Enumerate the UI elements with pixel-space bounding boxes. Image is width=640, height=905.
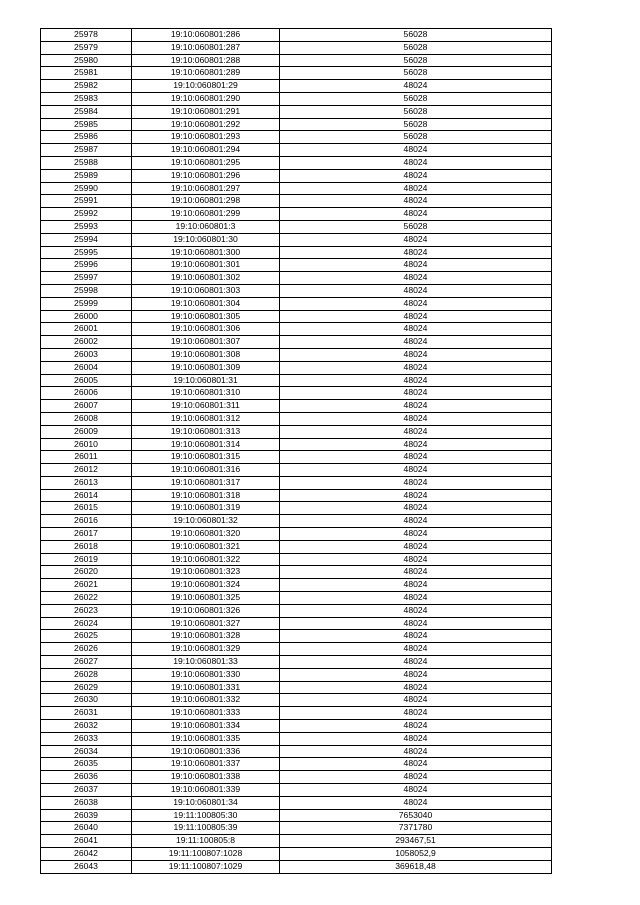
row-number-cell: 26030 <box>41 694 132 707</box>
value-cell: 48024 <box>280 348 552 361</box>
table-row <box>41 348 552 361</box>
value-cell: 48024 <box>280 758 552 771</box>
cadastral-number-cell: 19:10:060801:299 <box>132 208 280 221</box>
cadastral-number-cell: 19:10:060801:308 <box>132 348 280 361</box>
value-cell: 48024 <box>280 489 552 502</box>
cadastral-number-cell: 19:10:060801:338 <box>132 771 280 784</box>
table-row <box>41 489 552 502</box>
cadastral-number-cell: 19:10:060801:295 <box>132 156 280 169</box>
table-row <box>41 835 552 848</box>
value-cell: 48024 <box>280 400 552 413</box>
value-cell: 48024 <box>280 617 552 630</box>
row-number-cell: 26000 <box>41 310 132 323</box>
cadastral-number-cell: 19:10:060801:322 <box>132 553 280 566</box>
row-number-cell: 25983 <box>41 92 132 105</box>
value-cell: 48024 <box>280 592 552 605</box>
row-number-cell: 26019 <box>41 553 132 566</box>
row-number-cell: 25995 <box>41 246 132 259</box>
row-number-cell: 26017 <box>41 528 132 541</box>
row-number-cell: 26026 <box>41 643 132 656</box>
value-cell: 48024 <box>280 438 552 451</box>
cadastral-number-cell: 19:10:060801:300 <box>132 246 280 259</box>
value-cell: 48024 <box>280 464 552 477</box>
row-number-cell: 26038 <box>41 796 132 809</box>
cadastral-number-cell: 19:10:060801:286 <box>132 29 280 42</box>
table-row <box>41 361 552 374</box>
cadastral-number-cell: 19:10:060801:304 <box>132 297 280 310</box>
cadastral-number-cell: 19:10:060801:314 <box>132 438 280 451</box>
cadastral-number-cell: 19:10:060801:289 <box>132 67 280 80</box>
value-cell: 48024 <box>280 732 552 745</box>
cadastral-number-cell: 19:10:060801:292 <box>132 118 280 131</box>
value-cell: 48024 <box>280 681 552 694</box>
cadastral-number-cell: 19:10:060801:319 <box>132 502 280 515</box>
row-number-cell: 26009 <box>41 425 132 438</box>
cadastral-number-cell: 19:10:060801:329 <box>132 643 280 656</box>
row-number-cell: 25991 <box>41 195 132 208</box>
row-number-cell: 26010 <box>41 438 132 451</box>
table-row <box>41 476 552 489</box>
cadastral-number-cell: 19:10:060801:327 <box>132 617 280 630</box>
table-row <box>41 425 552 438</box>
table-row <box>41 233 552 246</box>
table-row <box>41 553 552 566</box>
value-cell: 56028 <box>280 105 552 118</box>
cadastral-number-cell: 19:11:100805:8 <box>132 835 280 848</box>
row-number-cell: 26002 <box>41 336 132 349</box>
row-number-cell: 26031 <box>41 707 132 720</box>
row-number-cell: 26028 <box>41 668 132 681</box>
value-cell: 48024 <box>280 425 552 438</box>
row-number-cell: 25985 <box>41 118 132 131</box>
table-row <box>41 310 552 323</box>
row-number-cell: 26020 <box>41 566 132 579</box>
cadastral-number-cell: 19:11:100807:1029 <box>132 860 280 873</box>
cadastral-number-cell: 19:10:060801:301 <box>132 259 280 272</box>
value-cell: 48024 <box>280 720 552 733</box>
row-number-cell: 26003 <box>41 348 132 361</box>
table-row <box>41 374 552 387</box>
cadastral-number-cell: 19:10:060801:337 <box>132 758 280 771</box>
value-cell: 48024 <box>280 80 552 93</box>
row-number-cell: 26023 <box>41 604 132 617</box>
value-cell: 56028 <box>280 41 552 54</box>
table-row <box>41 169 552 182</box>
row-number-cell: 26012 <box>41 464 132 477</box>
cadastral-number-cell: 19:10:060801:290 <box>132 92 280 105</box>
value-cell: 48024 <box>280 566 552 579</box>
cadastral-number-cell: 19:10:060801:303 <box>132 284 280 297</box>
value-cell: 48024 <box>280 182 552 195</box>
cadastral-number-cell: 19:10:060801:324 <box>132 579 280 592</box>
row-number-cell: 26033 <box>41 732 132 745</box>
value-cell: 48024 <box>280 451 552 464</box>
value-cell: 48024 <box>280 387 552 400</box>
table-body <box>41 29 552 874</box>
value-cell: 48024 <box>280 604 552 617</box>
value-cell: 1058052,9 <box>280 848 552 861</box>
cadastral-number-cell: 19:10:060801:288 <box>132 54 280 67</box>
table-row <box>41 412 552 425</box>
value-cell: 48024 <box>280 272 552 285</box>
table-row <box>41 809 552 822</box>
row-number-cell: 25979 <box>41 41 132 54</box>
cadastral-number-cell: 19:10:060801:31 <box>132 374 280 387</box>
value-cell: 56028 <box>280 29 552 42</box>
value-cell: 369618,48 <box>280 860 552 873</box>
table-row <box>41 29 552 42</box>
table-row <box>41 860 552 873</box>
cadastral-number-cell: 19:10:060801:313 <box>132 425 280 438</box>
row-number-cell: 26039 <box>41 809 132 822</box>
value-cell: 56028 <box>280 131 552 144</box>
value-cell: 48024 <box>280 694 552 707</box>
value-cell: 48024 <box>280 336 552 349</box>
table-row <box>41 297 552 310</box>
row-number-cell: 26034 <box>41 745 132 758</box>
value-cell: 48024 <box>280 310 552 323</box>
row-number-cell: 26018 <box>41 540 132 553</box>
value-cell: 48024 <box>280 579 552 592</box>
row-number-cell: 26037 <box>41 784 132 797</box>
value-cell: 48024 <box>280 515 552 528</box>
table-row <box>41 656 552 669</box>
table-row <box>41 92 552 105</box>
table-row <box>41 67 552 80</box>
value-cell: 48024 <box>280 297 552 310</box>
row-number-cell: 25981 <box>41 67 132 80</box>
cadastral-number-cell: 19:11:100805:39 <box>132 822 280 835</box>
cadastral-number-cell: 19:10:060801:315 <box>132 451 280 464</box>
cadastral-number-cell: 19:10:060801:32 <box>132 515 280 528</box>
value-cell: 7653040 <box>280 809 552 822</box>
value-cell: 293467,51 <box>280 835 552 848</box>
cadastral-number-cell: 19:10:060801:296 <box>132 169 280 182</box>
cadastral-number-cell: 19:10:060801:306 <box>132 323 280 336</box>
table-row <box>41 515 552 528</box>
row-number-cell: 25998 <box>41 284 132 297</box>
cadastral-number-cell: 19:10:060801:336 <box>132 745 280 758</box>
value-cell: 48024 <box>280 144 552 157</box>
table-row <box>41 451 552 464</box>
value-cell: 56028 <box>280 54 552 67</box>
cadastral-number-cell: 19:10:060801:326 <box>132 604 280 617</box>
table-row <box>41 784 552 797</box>
row-number-cell: 25997 <box>41 272 132 285</box>
table-row <box>41 220 552 233</box>
table-row <box>41 400 552 413</box>
cadastral-number-cell: 19:10:060801:328 <box>132 630 280 643</box>
value-cell: 56028 <box>280 220 552 233</box>
cadastral-number-cell: 19:11:100805:30 <box>132 809 280 822</box>
table-row <box>41 80 552 93</box>
row-number-cell: 26035 <box>41 758 132 771</box>
table-row <box>41 323 552 336</box>
table-row <box>41 643 552 656</box>
cadastral-number-cell: 19:10:060801:291 <box>132 105 280 118</box>
cadastral-number-cell: 19:10:060801:334 <box>132 720 280 733</box>
table-row <box>41 566 552 579</box>
cadastral-number-cell: 19:10:060801:333 <box>132 707 280 720</box>
table-row <box>41 694 552 707</box>
row-number-cell: 25978 <box>41 29 132 42</box>
value-cell: 56028 <box>280 118 552 131</box>
cadastral-number-cell: 19:10:060801:294 <box>132 144 280 157</box>
cadastral-number-cell: 19:10:060801:293 <box>132 131 280 144</box>
value-cell: 48024 <box>280 246 552 259</box>
row-number-cell: 26025 <box>41 630 132 643</box>
table-row <box>41 707 552 720</box>
value-cell: 48024 <box>280 323 552 336</box>
value-cell: 48024 <box>280 233 552 246</box>
cadastral-number-cell: 19:10:060801:311 <box>132 400 280 413</box>
table-row <box>41 284 552 297</box>
value-cell: 56028 <box>280 67 552 80</box>
value-cell: 48024 <box>280 553 552 566</box>
value-cell: 48024 <box>280 361 552 374</box>
cadastral-number-cell: 19:10:060801:335 <box>132 732 280 745</box>
row-number-cell: 26029 <box>41 681 132 694</box>
cadastral-number-cell: 19:10:060801:310 <box>132 387 280 400</box>
cadastral-number-cell: 19:10:060801:305 <box>132 310 280 323</box>
value-cell: 56028 <box>280 92 552 105</box>
row-number-cell: 26021 <box>41 579 132 592</box>
table-row <box>41 745 552 758</box>
table-row <box>41 336 552 349</box>
row-number-cell: 25988 <box>41 156 132 169</box>
value-cell: 48024 <box>280 771 552 784</box>
table-row <box>41 54 552 67</box>
cadastral-number-cell: 19:10:060801:3 <box>132 220 280 233</box>
table-row <box>41 182 552 195</box>
row-number-cell: 25986 <box>41 131 132 144</box>
table-row <box>41 668 552 681</box>
table-row <box>41 259 552 272</box>
data-table <box>40 28 552 874</box>
value-cell: 48024 <box>280 784 552 797</box>
cadastral-number-cell: 19:10:060801:316 <box>132 464 280 477</box>
table-row <box>41 105 552 118</box>
row-number-cell: 26041 <box>41 835 132 848</box>
row-number-cell: 25980 <box>41 54 132 67</box>
row-number-cell: 26016 <box>41 515 132 528</box>
cadastral-number-cell: 19:10:060801:312 <box>132 412 280 425</box>
cadastral-number-cell: 19:10:060801:302 <box>132 272 280 285</box>
row-number-cell: 25984 <box>41 105 132 118</box>
row-number-cell: 26040 <box>41 822 132 835</box>
table-row <box>41 131 552 144</box>
value-cell: 48024 <box>280 195 552 208</box>
table-row <box>41 822 552 835</box>
cadastral-number-cell: 19:10:060801:323 <box>132 566 280 579</box>
value-cell: 48024 <box>280 208 552 221</box>
row-number-cell: 26027 <box>41 656 132 669</box>
row-number-cell: 26043 <box>41 860 132 873</box>
value-cell: 48024 <box>280 374 552 387</box>
table-row <box>41 144 552 157</box>
table-row <box>41 732 552 745</box>
value-cell: 48024 <box>280 284 552 297</box>
value-cell: 48024 <box>280 630 552 643</box>
cadastral-number-cell: 19:10:060801:332 <box>132 694 280 707</box>
value-cell: 48024 <box>280 502 552 515</box>
row-number-cell: 26004 <box>41 361 132 374</box>
row-number-cell: 26014 <box>41 489 132 502</box>
table-row <box>41 156 552 169</box>
value-cell: 48024 <box>280 707 552 720</box>
row-number-cell: 26042 <box>41 848 132 861</box>
row-number-cell: 25992 <box>41 208 132 221</box>
row-number-cell: 25994 <box>41 233 132 246</box>
cadastral-number-cell: 19:10:060801:317 <box>132 476 280 489</box>
cadastral-number-cell: 19:10:060801:325 <box>132 592 280 605</box>
row-number-cell: 26001 <box>41 323 132 336</box>
table-row <box>41 681 552 694</box>
cadastral-number-cell: 19:10:060801:330 <box>132 668 280 681</box>
table-row <box>41 720 552 733</box>
row-number-cell: 26008 <box>41 412 132 425</box>
table-row <box>41 771 552 784</box>
cadastral-number-cell: 19:10:060801:339 <box>132 784 280 797</box>
row-number-cell: 26036 <box>41 771 132 784</box>
cadastral-number-cell: 19:10:060801:331 <box>132 681 280 694</box>
cadastral-number-cell: 19:10:060801:307 <box>132 336 280 349</box>
row-number-cell: 26006 <box>41 387 132 400</box>
table-row <box>41 387 552 400</box>
value-cell: 48024 <box>280 643 552 656</box>
cadastral-number-cell: 19:10:060801:321 <box>132 540 280 553</box>
table-row <box>41 604 552 617</box>
value-cell: 48024 <box>280 745 552 758</box>
value-cell: 48024 <box>280 528 552 541</box>
row-number-cell: 26005 <box>41 374 132 387</box>
value-cell: 48024 <box>280 668 552 681</box>
cadastral-number-cell: 19:10:060801:33 <box>132 656 280 669</box>
row-number-cell: 25999 <box>41 297 132 310</box>
table-row <box>41 848 552 861</box>
value-cell: 7371780 <box>280 822 552 835</box>
row-number-cell: 26015 <box>41 502 132 515</box>
table-row <box>41 630 552 643</box>
row-number-cell: 26024 <box>41 617 132 630</box>
table-row <box>41 246 552 259</box>
table-row <box>41 41 552 54</box>
table-row <box>41 208 552 221</box>
cadastral-number-cell: 19:10:060801:320 <box>132 528 280 541</box>
cadastral-number-cell: 19:10:060801:297 <box>132 182 280 195</box>
table-row <box>41 272 552 285</box>
table-row <box>41 502 552 515</box>
value-cell: 48024 <box>280 259 552 272</box>
table-row <box>41 592 552 605</box>
value-cell: 48024 <box>280 476 552 489</box>
cadastral-number-cell: 19:10:060801:287 <box>132 41 280 54</box>
table-row <box>41 617 552 630</box>
table-row <box>41 464 552 477</box>
value-cell: 48024 <box>280 412 552 425</box>
cadastral-number-cell: 19:10:060801:30 <box>132 233 280 246</box>
row-number-cell: 25987 <box>41 144 132 157</box>
row-number-cell: 25990 <box>41 182 132 195</box>
cadastral-number-cell: 19:11:100807:1028 <box>132 848 280 861</box>
row-number-cell: 25993 <box>41 220 132 233</box>
value-cell: 48024 <box>280 169 552 182</box>
table-row <box>41 758 552 771</box>
cadastral-number-cell: 19:10:060801:34 <box>132 796 280 809</box>
table-row <box>41 195 552 208</box>
row-number-cell: 26007 <box>41 400 132 413</box>
table-row <box>41 118 552 131</box>
row-number-cell: 26032 <box>41 720 132 733</box>
table-row <box>41 579 552 592</box>
table-row <box>41 438 552 451</box>
value-cell: 48024 <box>280 656 552 669</box>
value-cell: 48024 <box>280 796 552 809</box>
row-number-cell: 26013 <box>41 476 132 489</box>
row-number-cell: 25989 <box>41 169 132 182</box>
row-number-cell: 26022 <box>41 592 132 605</box>
row-number-cell: 25982 <box>41 80 132 93</box>
value-cell: 48024 <box>280 540 552 553</box>
row-number-cell: 25996 <box>41 259 132 272</box>
cadastral-number-cell: 19:10:060801:298 <box>132 195 280 208</box>
row-number-cell: 26011 <box>41 451 132 464</box>
table-row <box>41 528 552 541</box>
cadastral-number-cell: 19:10:060801:309 <box>132 361 280 374</box>
value-cell: 48024 <box>280 156 552 169</box>
table-row <box>41 796 552 809</box>
cadastral-number-cell: 19:10:060801:29 <box>132 80 280 93</box>
table-row <box>41 540 552 553</box>
cadastral-number-cell: 19:10:060801:318 <box>132 489 280 502</box>
